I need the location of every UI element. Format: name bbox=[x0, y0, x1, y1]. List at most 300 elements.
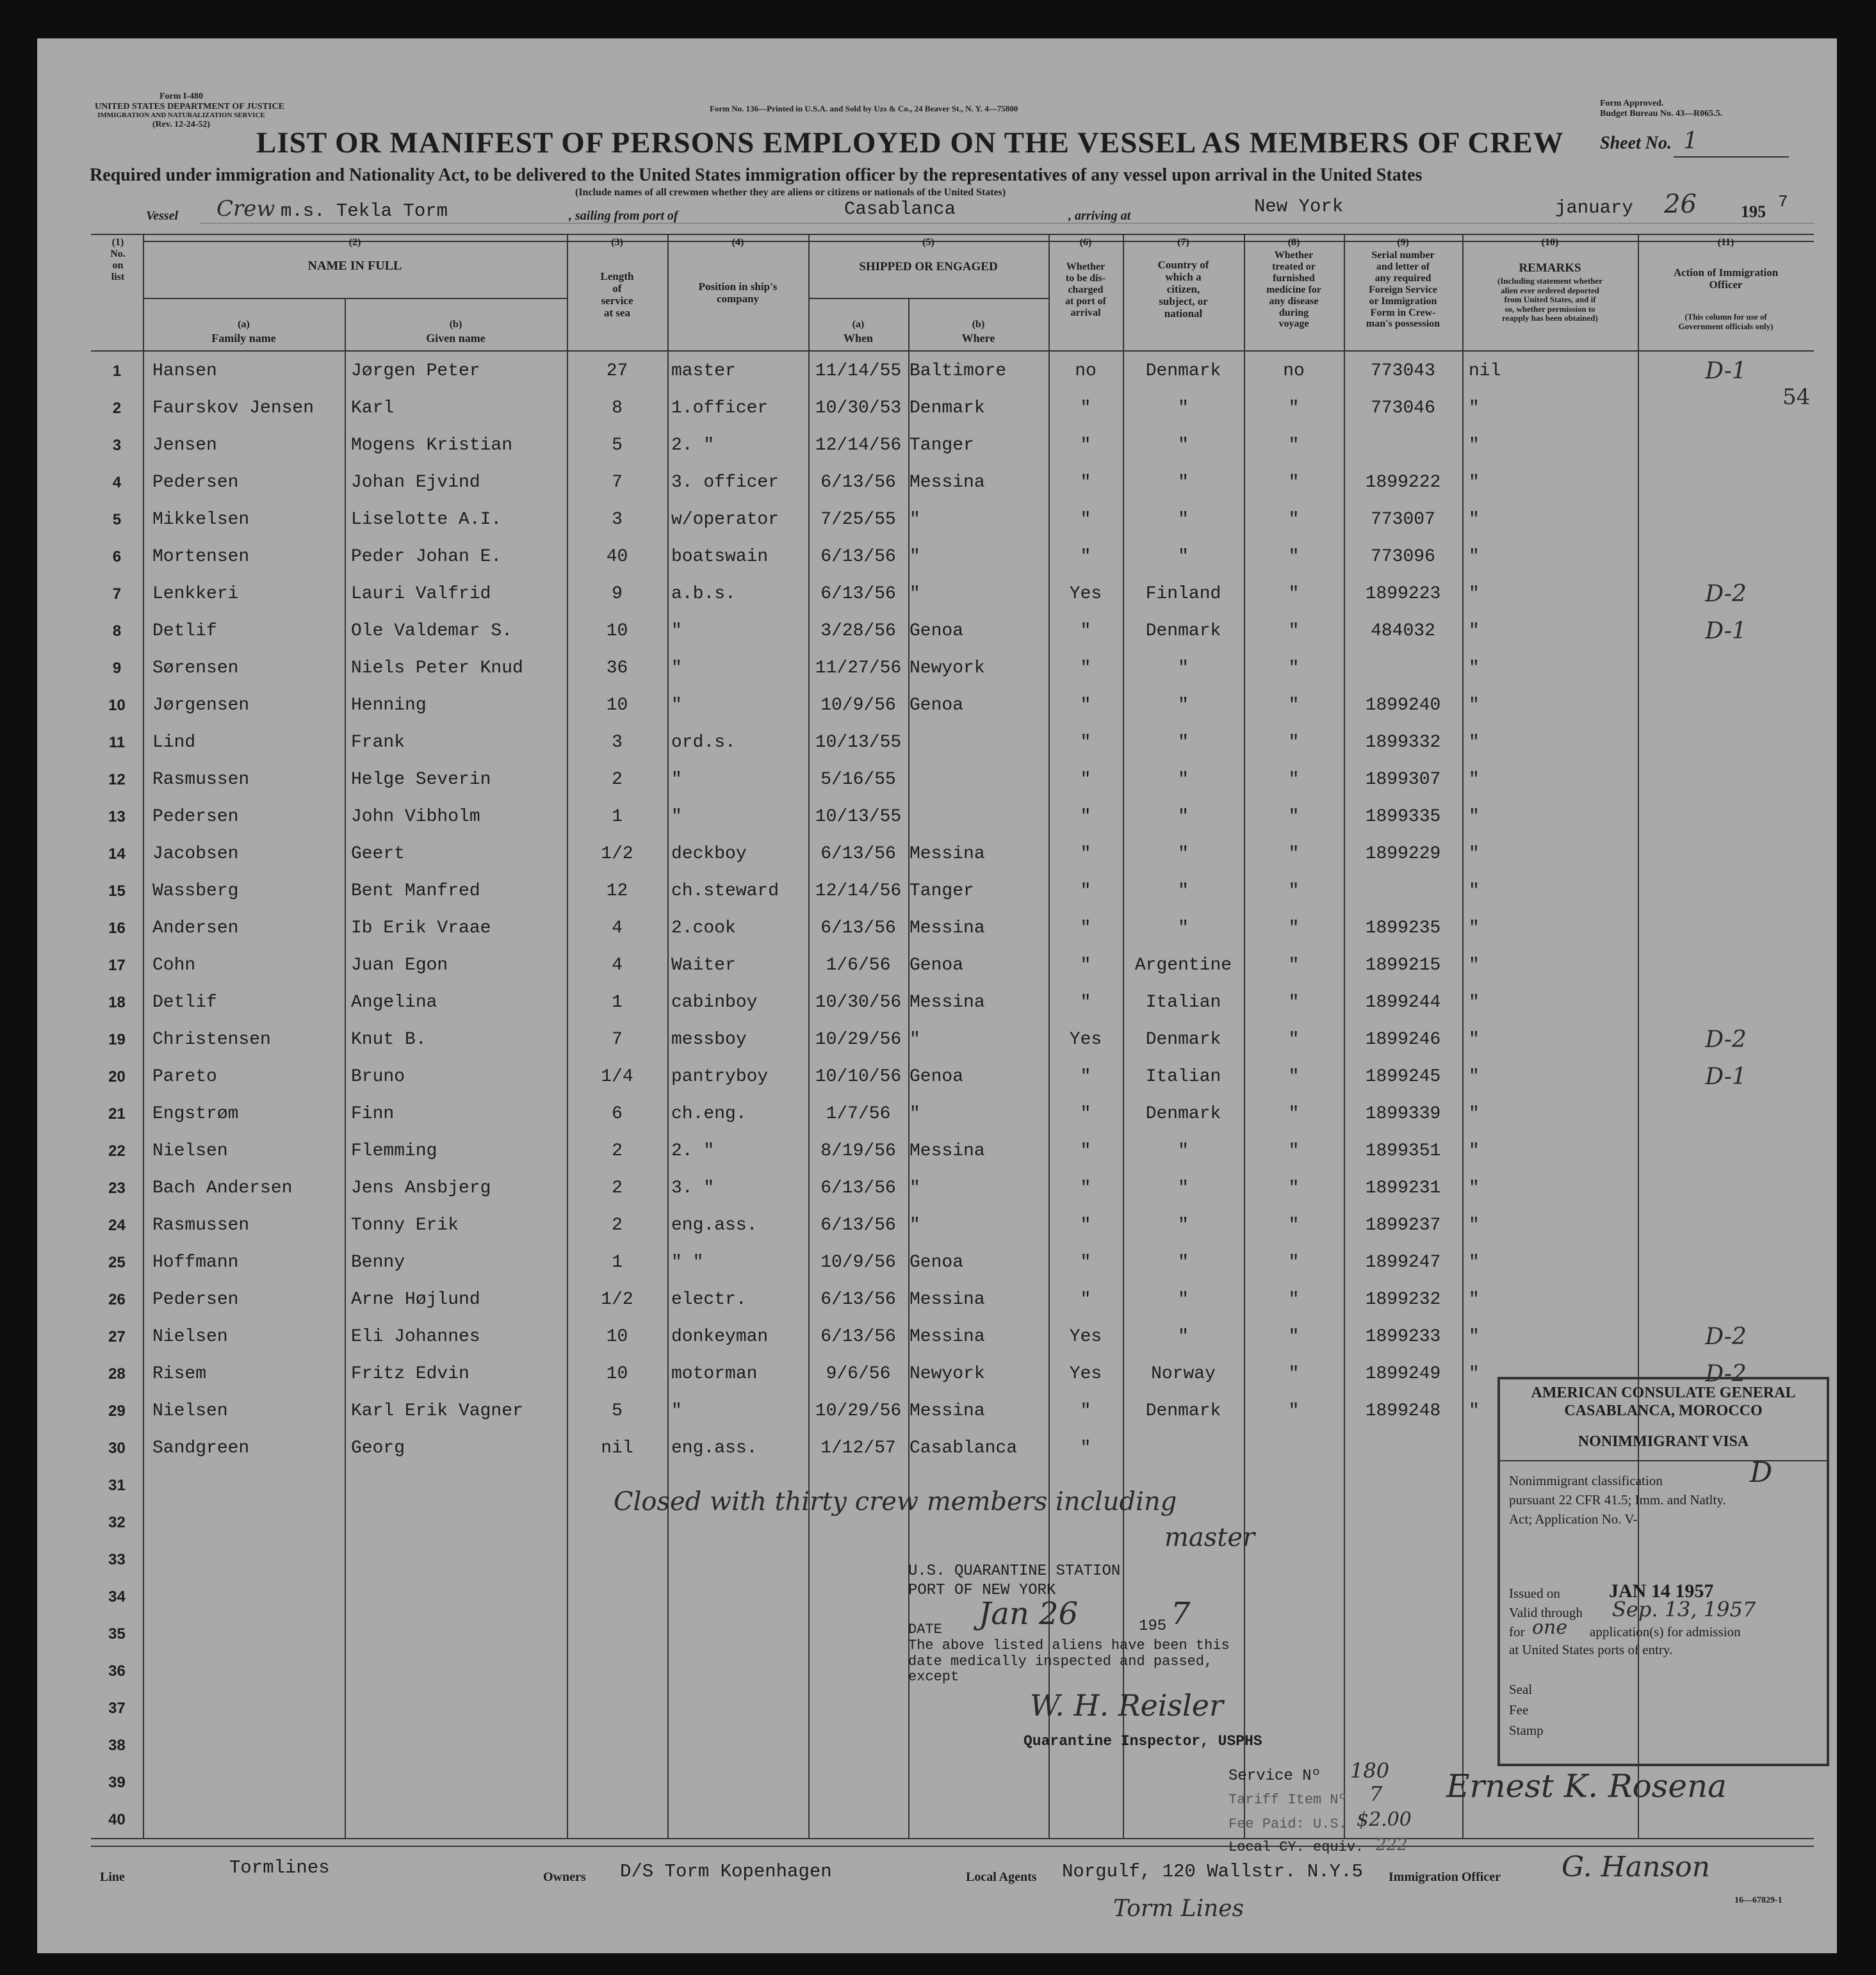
cell-family: Pedersen bbox=[152, 1290, 239, 1310]
cell-action bbox=[1638, 767, 1814, 793]
valid-date: Sep. 13, 1957 bbox=[1612, 1597, 1756, 1621]
cell-position: eng.ass. bbox=[671, 1438, 758, 1458]
cell-discharged: " bbox=[1080, 770, 1091, 790]
col-num-8: (8) bbox=[1287, 237, 1300, 248]
cell-treated: " bbox=[1288, 1067, 1300, 1087]
cell-no: 28 bbox=[108, 1365, 126, 1383]
cell-given bbox=[351, 1584, 566, 1611]
cell-where: Baltimore bbox=[909, 361, 1007, 381]
service-no-label: Service Nº bbox=[1228, 1768, 1321, 1785]
cell-no: 17 bbox=[108, 957, 126, 974]
cell-discharged: " bbox=[1080, 955, 1091, 975]
cell-given: Fritz Edvin bbox=[351, 1364, 469, 1384]
cell-when: 6/13/56 bbox=[820, 844, 896, 864]
cell-family: Cohn bbox=[152, 955, 196, 975]
col-label-family: Family name bbox=[211, 332, 276, 345]
application-text: application(s) for admission bbox=[1590, 1624, 1741, 1639]
cell-country: Argentine bbox=[1134, 955, 1232, 975]
printer-line: Form No. 136—Printed in U.S.A. and Sold by Uzs & Co., 24 Beaver St., N. Y. 4—75800 bbox=[710, 104, 1018, 113]
cell-remarks: " bbox=[1469, 807, 1480, 827]
cell-when: 12/14/56 bbox=[815, 881, 902, 901]
cell-no: 1 bbox=[112, 362, 122, 380]
cell-given: Lauri Valfrid bbox=[351, 584, 491, 604]
cell-service: 12 bbox=[606, 881, 628, 901]
cell-serial: 773046 bbox=[1371, 398, 1435, 418]
cell-treated: " bbox=[1288, 621, 1300, 641]
cell-given bbox=[351, 1547, 566, 1573]
cell-position bbox=[671, 1732, 808, 1759]
cell-no: 13 bbox=[108, 808, 126, 825]
cell-serial: 773043 bbox=[1371, 361, 1435, 381]
cell-when: 6/13/56 bbox=[820, 547, 896, 567]
pursuant-line: pursuant 22 CFR 41.5; Imm. and Natlty. bbox=[1509, 1492, 1726, 1508]
cell-discharged bbox=[1048, 1769, 1123, 1796]
cell-service bbox=[567, 1584, 667, 1611]
consulate-line3: NONIMMIGRANT VISA bbox=[1578, 1433, 1749, 1450]
cell-country: " bbox=[1178, 398, 1189, 418]
cell-discharged: Yes bbox=[1069, 1327, 1102, 1347]
cell-treated: " bbox=[1288, 473, 1300, 492]
cell-given bbox=[351, 1769, 566, 1796]
cell-serial: 484032 bbox=[1371, 621, 1435, 641]
cell-discharged bbox=[1048, 1807, 1123, 1833]
cell-when: 7/25/55 bbox=[820, 510, 896, 530]
budget-bureau: Budget Bureau No. 43—R065.5. bbox=[1600, 108, 1723, 118]
col-label-given: Given name bbox=[426, 332, 485, 345]
cell-where bbox=[909, 1769, 1048, 1796]
cell-service: 5 bbox=[612, 1401, 623, 1421]
vessel-name: m.s. Tekla Torm bbox=[281, 200, 448, 222]
classification-label: Nonimmigrant classification bbox=[1509, 1473, 1663, 1488]
cell-treated: " bbox=[1288, 658, 1300, 678]
cell-serial: 1899229 bbox=[1365, 844, 1441, 864]
agents-value: Norgulf, 120 Wallstr. N.Y.5 bbox=[1062, 1861, 1363, 1882]
cell-given: Karl Erik Vagner bbox=[351, 1401, 523, 1421]
cell-where: Messina bbox=[909, 993, 985, 1012]
cell-given: Eli Johannes bbox=[351, 1327, 480, 1347]
cell-action bbox=[1638, 989, 1814, 1016]
cell-treated bbox=[1244, 1584, 1344, 1611]
cell-where: " bbox=[909, 1104, 920, 1124]
col-num-9: (9) bbox=[1397, 237, 1409, 248]
cell-position: ch.steward bbox=[671, 881, 779, 901]
cell-treated: " bbox=[1288, 918, 1300, 938]
cell-family bbox=[152, 1547, 343, 1573]
cell-given: Peder Johan E. bbox=[351, 547, 502, 567]
cell-country: Denmark bbox=[1145, 621, 1221, 641]
cell-action: D-2 bbox=[1705, 1324, 1747, 1350]
cell-no: 16 bbox=[108, 920, 126, 937]
cell-position: ord.s. bbox=[671, 733, 736, 752]
owners-value: D/S Torm Kopenhagen bbox=[620, 1861, 832, 1882]
col-label-country: Country of which a citizen, subject, or national bbox=[1157, 259, 1209, 320]
cell-action bbox=[1638, 1287, 1814, 1313]
cell-serial: 1899307 bbox=[1365, 770, 1441, 790]
cell-no: 34 bbox=[108, 1588, 126, 1605]
cell-where: Messina bbox=[909, 1290, 985, 1310]
cell-service: 2 bbox=[612, 1215, 623, 1235]
cell-family: Bach Andersen bbox=[152, 1178, 293, 1198]
cell-serial: 1899231 bbox=[1365, 1178, 1441, 1198]
cell-serial: 1899244 bbox=[1365, 993, 1441, 1012]
cell-service: 4 bbox=[612, 918, 623, 938]
cell-given: Georg bbox=[351, 1438, 405, 1458]
cell-no: 32 bbox=[108, 1514, 126, 1531]
cell-given: Benny bbox=[351, 1253, 405, 1272]
for-value: one bbox=[1532, 1616, 1568, 1639]
cell-service: 1 bbox=[612, 993, 623, 1012]
cell-service: 27 bbox=[606, 361, 628, 381]
cell-action bbox=[1638, 1249, 1814, 1276]
cell-serial: 1899332 bbox=[1365, 733, 1441, 752]
cell-action bbox=[1638, 469, 1814, 496]
cell-position: " bbox=[671, 807, 682, 827]
table-bottom-rule-2 bbox=[91, 1846, 1814, 1847]
cell-serial: 1899246 bbox=[1365, 1030, 1441, 1050]
cell-service: 3 bbox=[612, 510, 623, 530]
cell-discharged: " bbox=[1080, 510, 1091, 530]
cell-discharged: " bbox=[1080, 993, 1091, 1012]
for-label: for bbox=[1509, 1624, 1525, 1639]
cell-given: Frank bbox=[351, 733, 405, 752]
cell-where: Messina bbox=[909, 918, 985, 938]
col-label-serial: Serial number and letter of any required Foreign Service or Immigration Form in Crew- man's possession bbox=[1366, 250, 1440, 330]
cell-action: D-2 bbox=[1705, 581, 1747, 607]
arriving-label: , arriving at bbox=[1068, 209, 1131, 223]
cell-when: 1/7/56 bbox=[826, 1104, 891, 1124]
cell-service: 1/2 bbox=[601, 844, 633, 864]
cell-no: 33 bbox=[108, 1551, 126, 1568]
cell-family: Mortensen bbox=[152, 547, 250, 567]
col-label-name: NAME IN FULL bbox=[307, 259, 402, 273]
cell-family bbox=[152, 1509, 343, 1536]
cell-treated: " bbox=[1288, 770, 1300, 790]
col-note-action: (This column for use of Government officials only) bbox=[1678, 312, 1774, 331]
cell-action bbox=[1638, 544, 1814, 571]
col-label-action: Action of Immigration Officer bbox=[1673, 266, 1779, 291]
cell-remarks: " bbox=[1469, 1290, 1480, 1310]
cell-given: Geert bbox=[351, 844, 405, 864]
cell-country: Norway bbox=[1151, 1364, 1216, 1384]
cell-action: D-2 bbox=[1705, 1361, 1747, 1387]
cell-given: Finn bbox=[351, 1104, 395, 1124]
cell-position: 2. " bbox=[671, 435, 715, 455]
cell-country: " bbox=[1178, 770, 1189, 790]
cell-country: Denmark bbox=[1145, 1401, 1221, 1421]
cell-country: Denmark bbox=[1145, 1104, 1221, 1124]
cell-treated: " bbox=[1288, 1253, 1300, 1272]
cell-position: boatswain bbox=[671, 547, 769, 567]
cell-when bbox=[808, 1584, 908, 1611]
cell-no: 18 bbox=[108, 994, 126, 1011]
cell-where: Genoa bbox=[909, 955, 964, 975]
cell-service: 5 bbox=[612, 435, 623, 455]
cell-service bbox=[567, 1658, 667, 1685]
cell-serial: 1899248 bbox=[1365, 1401, 1441, 1421]
cell-discharged: " bbox=[1080, 658, 1091, 678]
cell-no: 38 bbox=[108, 1737, 126, 1754]
cell-service: 2 bbox=[612, 1141, 623, 1161]
cell-no: 2 bbox=[112, 400, 122, 417]
cell-country: " bbox=[1178, 844, 1189, 864]
cell-remarks: " bbox=[1469, 621, 1480, 641]
cell-family bbox=[152, 1658, 343, 1685]
cell-discharged: " bbox=[1080, 1401, 1091, 1421]
cell-given: Angelina bbox=[351, 993, 437, 1012]
col-num-7: (7) bbox=[1177, 237, 1189, 248]
col-rule-1 bbox=[143, 234, 144, 1838]
cell-position: " bbox=[671, 621, 682, 641]
cell-no: 27 bbox=[108, 1328, 126, 1345]
cell-treated bbox=[1244, 1435, 1344, 1462]
cell-serial: 1899249 bbox=[1365, 1364, 1441, 1384]
cell-given: Liselotte A.I. bbox=[351, 510, 502, 530]
cell-given: Helge Severin bbox=[351, 770, 491, 790]
issued-label: Issued on bbox=[1509, 1586, 1560, 1601]
header-bottom-rule bbox=[91, 350, 1814, 352]
cell-action bbox=[1638, 915, 1814, 942]
consul-signature: Ernest K. Rosena bbox=[1446, 1768, 1727, 1805]
cell-service: 1 bbox=[612, 807, 623, 827]
cell-position: ch.eng. bbox=[671, 1104, 747, 1124]
cell-family: Sørensen bbox=[152, 658, 239, 678]
cell-country: " bbox=[1178, 1327, 1189, 1347]
vessel-handwritten: Crew bbox=[216, 196, 275, 222]
quarantine-date: Jan 26 bbox=[979, 1596, 1079, 1632]
arrival-day: 26 bbox=[1664, 190, 1697, 219]
cell-when: 1/6/56 bbox=[826, 955, 891, 975]
stamp-label: Stamp bbox=[1509, 1723, 1544, 1738]
line-label: Line bbox=[100, 1870, 125, 1884]
closing-note-line1: Closed with thirty crew members including bbox=[614, 1487, 1177, 1516]
cell-discharged: " bbox=[1080, 1067, 1091, 1087]
cell-serial: 1899245 bbox=[1365, 1067, 1441, 1087]
cell-treated: " bbox=[1288, 1141, 1300, 1161]
col-label-discharged: Whether to be dis- charged at port of arrival bbox=[1065, 261, 1106, 318]
cell-when: 9/6/56 bbox=[826, 1364, 891, 1384]
cell-where: Messina bbox=[909, 1141, 985, 1161]
cell-country: " bbox=[1178, 881, 1189, 901]
quarantine-year-prefix: 195 bbox=[1139, 1618, 1167, 1635]
cell-when: 5/16/55 bbox=[820, 770, 896, 790]
cell-country: " bbox=[1178, 473, 1189, 492]
fee-stamp-label: Fee bbox=[1509, 1702, 1529, 1718]
cell-serial: 773096 bbox=[1371, 547, 1435, 567]
cell-action bbox=[1638, 1101, 1814, 1128]
cell-discharged: " bbox=[1080, 881, 1091, 901]
cell-given: Ib Erik Vraae bbox=[351, 918, 491, 938]
arrival-port: New York bbox=[1254, 196, 1344, 217]
cell-no: 8 bbox=[112, 622, 122, 640]
col-label-position: Position in ship's company bbox=[698, 280, 778, 305]
cell-when: 1/12/57 bbox=[820, 1438, 896, 1458]
cell-service: nil bbox=[601, 1438, 633, 1458]
cell-treated: " bbox=[1288, 1290, 1300, 1310]
cell-given: Jørgen Peter bbox=[351, 361, 480, 381]
cell-treated: " bbox=[1288, 844, 1300, 864]
cell-treated bbox=[1244, 1509, 1344, 1536]
tariff-label: Tariff Item Nº bbox=[1228, 1792, 1347, 1808]
cell-discharged: " bbox=[1080, 1438, 1091, 1458]
cell-position: 1.officer bbox=[671, 398, 769, 418]
cell-country: " bbox=[1178, 435, 1189, 455]
cell-country: " bbox=[1178, 547, 1189, 567]
quarantine-inspector: Quarantine Inspector, USPHS bbox=[1024, 1733, 1262, 1750]
cell-position: donkeyman bbox=[671, 1327, 769, 1347]
cell-remarks: " bbox=[1469, 1253, 1480, 1272]
cell-remarks: " bbox=[1469, 695, 1480, 715]
col-num-10: (10) bbox=[1541, 237, 1559, 248]
cell-action bbox=[1638, 1138, 1814, 1165]
service-name: IMMIGRATION AND NATURALIZATION SERVICE bbox=[97, 111, 265, 120]
cell-treated bbox=[1244, 1695, 1344, 1722]
cell-no: 37 bbox=[108, 1700, 126, 1717]
cell-position: " bbox=[671, 1401, 682, 1421]
cell-country: " bbox=[1178, 658, 1189, 678]
agents-label: Local Agents bbox=[966, 1870, 1037, 1884]
department: UNITED STATES DEPARTMENT OF JUSTICE bbox=[95, 101, 284, 111]
cell-country: " bbox=[1178, 918, 1189, 938]
col-label-when: When bbox=[843, 332, 873, 345]
col-num-5: (5) bbox=[922, 237, 934, 248]
cell-remarks: " bbox=[1469, 435, 1480, 455]
cell-when: 12/14/56 bbox=[815, 435, 902, 455]
cell-country: Denmark bbox=[1145, 361, 1221, 381]
cell-country: " bbox=[1178, 1290, 1189, 1310]
cell-country: " bbox=[1178, 733, 1189, 752]
cell-service: 36 bbox=[606, 658, 628, 678]
cell-where: " bbox=[909, 1178, 920, 1198]
cell-position: Waiter bbox=[671, 955, 736, 975]
cell-service: 8 bbox=[612, 398, 623, 418]
cell-family: Jensen bbox=[152, 435, 217, 455]
cell-position: a.b.s. bbox=[671, 584, 736, 604]
cell-family: Nielsen bbox=[152, 1327, 228, 1347]
cell-remarks: " bbox=[1469, 1401, 1480, 1421]
cell-family: Engstrøm bbox=[152, 1104, 239, 1124]
cell-discharged: " bbox=[1080, 473, 1091, 492]
cell-serial: 773007 bbox=[1371, 510, 1435, 530]
ports-text: at United States ports of entry. bbox=[1509, 1642, 1673, 1657]
cell-serial: 1899215 bbox=[1365, 955, 1441, 975]
cell-remarks: " bbox=[1469, 1327, 1480, 1347]
cell-where: Genoa bbox=[909, 621, 964, 641]
cell-when: 6/13/56 bbox=[820, 1290, 896, 1310]
cell-service: 1/2 bbox=[601, 1290, 633, 1310]
col-label-treated: Whether treated or furnished medicine for any disease during voyage bbox=[1266, 250, 1321, 330]
cell-serial: 1899233 bbox=[1365, 1327, 1441, 1347]
cell-when: 8/19/56 bbox=[820, 1141, 896, 1161]
table-bottom-rule bbox=[91, 1838, 1814, 1839]
cell-where: " bbox=[909, 584, 920, 604]
cell-country: " bbox=[1178, 1253, 1189, 1272]
issued-date: JAN 14 1957 bbox=[1609, 1581, 1714, 1602]
shipped-subheader-rule bbox=[808, 298, 1048, 299]
cell-when: 6/13/56 bbox=[820, 473, 896, 492]
cell-family: Pedersen bbox=[152, 473, 239, 492]
sheet-label: Sheet No. bbox=[1600, 133, 1672, 153]
cell-country: Denmark bbox=[1145, 1030, 1221, 1050]
cell-remarks: " bbox=[1469, 1178, 1480, 1198]
cell-action bbox=[1638, 1212, 1814, 1239]
owners-label: Owners bbox=[543, 1870, 586, 1884]
cell-discharged: " bbox=[1080, 844, 1091, 864]
margin-count: 54 bbox=[1782, 384, 1811, 410]
cell-serial bbox=[1344, 1621, 1462, 1648]
cell-position: electr. bbox=[671, 1290, 747, 1310]
cell-where: Tanger bbox=[909, 435, 974, 455]
form-id-block bbox=[95, 92, 284, 129]
cell-given bbox=[351, 1621, 566, 1648]
cell-service: 9 bbox=[612, 584, 623, 604]
cell-treated bbox=[1244, 1547, 1344, 1573]
cell-discharged: Yes bbox=[1069, 1364, 1102, 1384]
cell-service: 1/4 bbox=[601, 1067, 633, 1087]
cell-remarks: " bbox=[1469, 993, 1480, 1012]
cell-service: 10 bbox=[606, 621, 628, 641]
cell-discharged: " bbox=[1080, 1141, 1091, 1161]
cell-position: cabinboy bbox=[671, 993, 758, 1012]
cell-service: 7 bbox=[612, 1030, 623, 1050]
cell-where bbox=[909, 804, 1048, 831]
col-note-remarks: (Including statement whether alien ever ordered deported from United States, and if so, whether permission to reapply has been obtained) bbox=[1497, 276, 1603, 323]
cell-serial bbox=[1344, 878, 1462, 905]
cell-when: 3/28/56 bbox=[820, 621, 896, 641]
cell-given bbox=[351, 1807, 566, 1833]
cell-no: 23 bbox=[108, 1180, 126, 1197]
consulate-line1: AMERICAN CONSULATE GENERAL bbox=[1531, 1385, 1796, 1401]
cell-position: master bbox=[671, 361, 736, 381]
cell-treated: " bbox=[1288, 1104, 1300, 1124]
cell-serial bbox=[1344, 1435, 1462, 1462]
cell-position: " bbox=[671, 695, 682, 715]
service-no: 180 bbox=[1350, 1759, 1390, 1783]
cell-remarks: nil bbox=[1469, 361, 1501, 381]
cell-country bbox=[1123, 1769, 1244, 1796]
cell-country: Italian bbox=[1145, 993, 1221, 1012]
cell-action bbox=[1638, 841, 1814, 868]
cell-family: Faurskov Jensen bbox=[152, 398, 314, 418]
cell-service: 10 bbox=[606, 1327, 628, 1347]
cell-discharged: " bbox=[1080, 398, 1091, 418]
cell-serial: 1899222 bbox=[1365, 473, 1441, 492]
agents-handwritten: Torm Lines bbox=[1113, 1896, 1244, 1922]
cell-remarks: " bbox=[1469, 844, 1480, 864]
cell-when: 6/13/56 bbox=[820, 1178, 896, 1198]
cell-action bbox=[1638, 1175, 1814, 1202]
cell-service bbox=[567, 1621, 667, 1648]
cell-service bbox=[567, 1807, 667, 1833]
revision: (Rev. 12-24-52) bbox=[152, 119, 211, 129]
col-num-5a: (a) bbox=[852, 319, 865, 330]
cell-no: 22 bbox=[108, 1142, 126, 1160]
cell-when bbox=[808, 1658, 908, 1685]
cell-country: " bbox=[1178, 510, 1189, 530]
consulate-line2: CASABLANCA, MOROCCO bbox=[1564, 1402, 1763, 1419]
cell-serial bbox=[1344, 655, 1462, 682]
cell-family bbox=[152, 1472, 343, 1499]
cell-position: deckboy bbox=[671, 844, 747, 864]
cell-country bbox=[1123, 1807, 1244, 1833]
cell-action bbox=[1638, 507, 1814, 533]
cell-serial bbox=[1344, 432, 1462, 459]
cell-family: Rasmussen bbox=[152, 1215, 250, 1235]
cell-no: 4 bbox=[112, 474, 122, 491]
cell-treated: " bbox=[1288, 435, 1300, 455]
cell-service: 10 bbox=[606, 1364, 628, 1384]
cell-where: Genoa bbox=[909, 695, 964, 715]
cell-treated: " bbox=[1288, 1364, 1300, 1384]
